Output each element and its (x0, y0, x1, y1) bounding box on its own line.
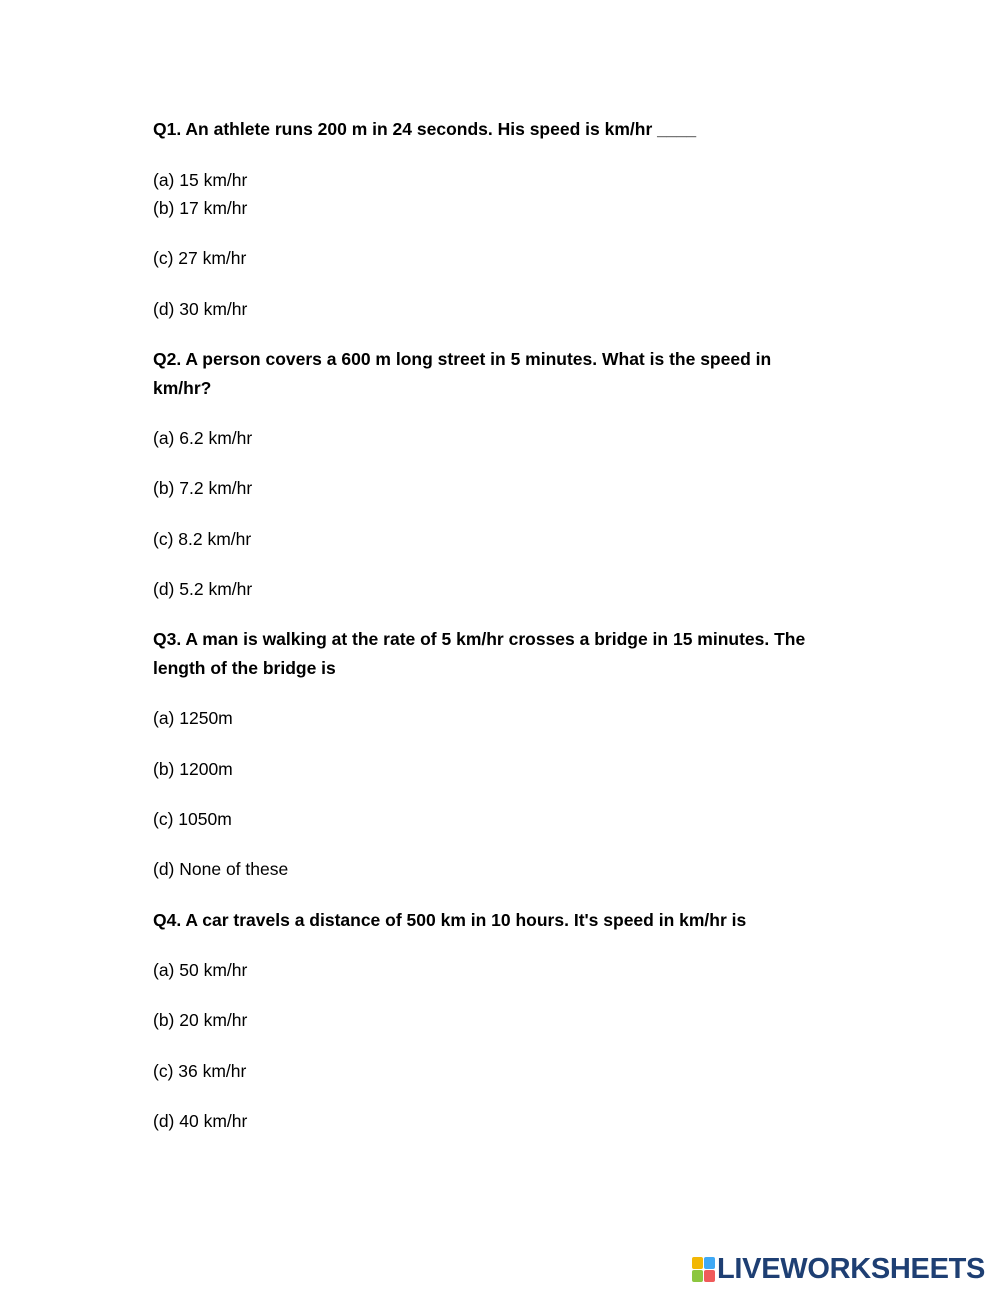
q3-option-a: (a) 1250m (153, 708, 233, 728)
q1-option-a: (a) 15 km/hr (153, 170, 248, 190)
q2-option-d: (d) 5.2 km/hr (153, 579, 253, 599)
logo-mark-tile (692, 1257, 703, 1269)
question-3-text-line-1: Q3. A man is walking at the rate of 5 km/hr crosses a bridge in 15 minutes. The (153, 629, 806, 649)
q1-option-c: (c) 27 km/hr (153, 248, 247, 268)
q2-option-a: (a) 6.2 km/hr (153, 428, 253, 448)
q3-option-b: (b) 1200m (153, 759, 233, 779)
q4-option-a: (a) 50 km/hr (153, 960, 248, 980)
liveworksheets-logo (692, 1254, 985, 1284)
question-3-text-line-2: length of the bridge is (153, 658, 336, 678)
q3-option-c: (c) 1050m (153, 809, 232, 829)
q3-option-d: (d) None of these (153, 859, 289, 879)
q1-option-b: (b) 17 km/hr (153, 198, 248, 218)
question-4-text: Q4. A car travels a distance of 500 km in 10 hours. It's speed in km/hr is (153, 910, 747, 930)
q4-option-d: (d) 40 km/hr (153, 1111, 248, 1131)
q4-option-c: (c) 36 km/hr (153, 1061, 247, 1081)
logo-mark-tile (692, 1270, 703, 1282)
question-1-text: Q1. An athlete runs 200 m in 24 seconds. His speed is km/hr ____ (153, 119, 697, 139)
liveworksheets-logo-icon (692, 1257, 714, 1281)
q1-option-d: (d) 30 km/hr (153, 299, 248, 319)
q2-option-b: (b) 7.2 km/hr (153, 478, 253, 498)
q4-option-b: (b) 20 km/hr (153, 1010, 248, 1030)
question-2-text-line-1: Q2. A person covers a 600 m long street in 5 minutes. What is the speed in (153, 349, 772, 369)
q2-option-c: (c) 8.2 km/hr (153, 529, 252, 549)
logo-mark-tile (704, 1270, 715, 1282)
logo-text: LIVEWORKSHEETS (717, 1253, 986, 1285)
logo-mark-tile (704, 1257, 715, 1269)
question-2-text-line-2: km/hr? (153, 378, 212, 398)
